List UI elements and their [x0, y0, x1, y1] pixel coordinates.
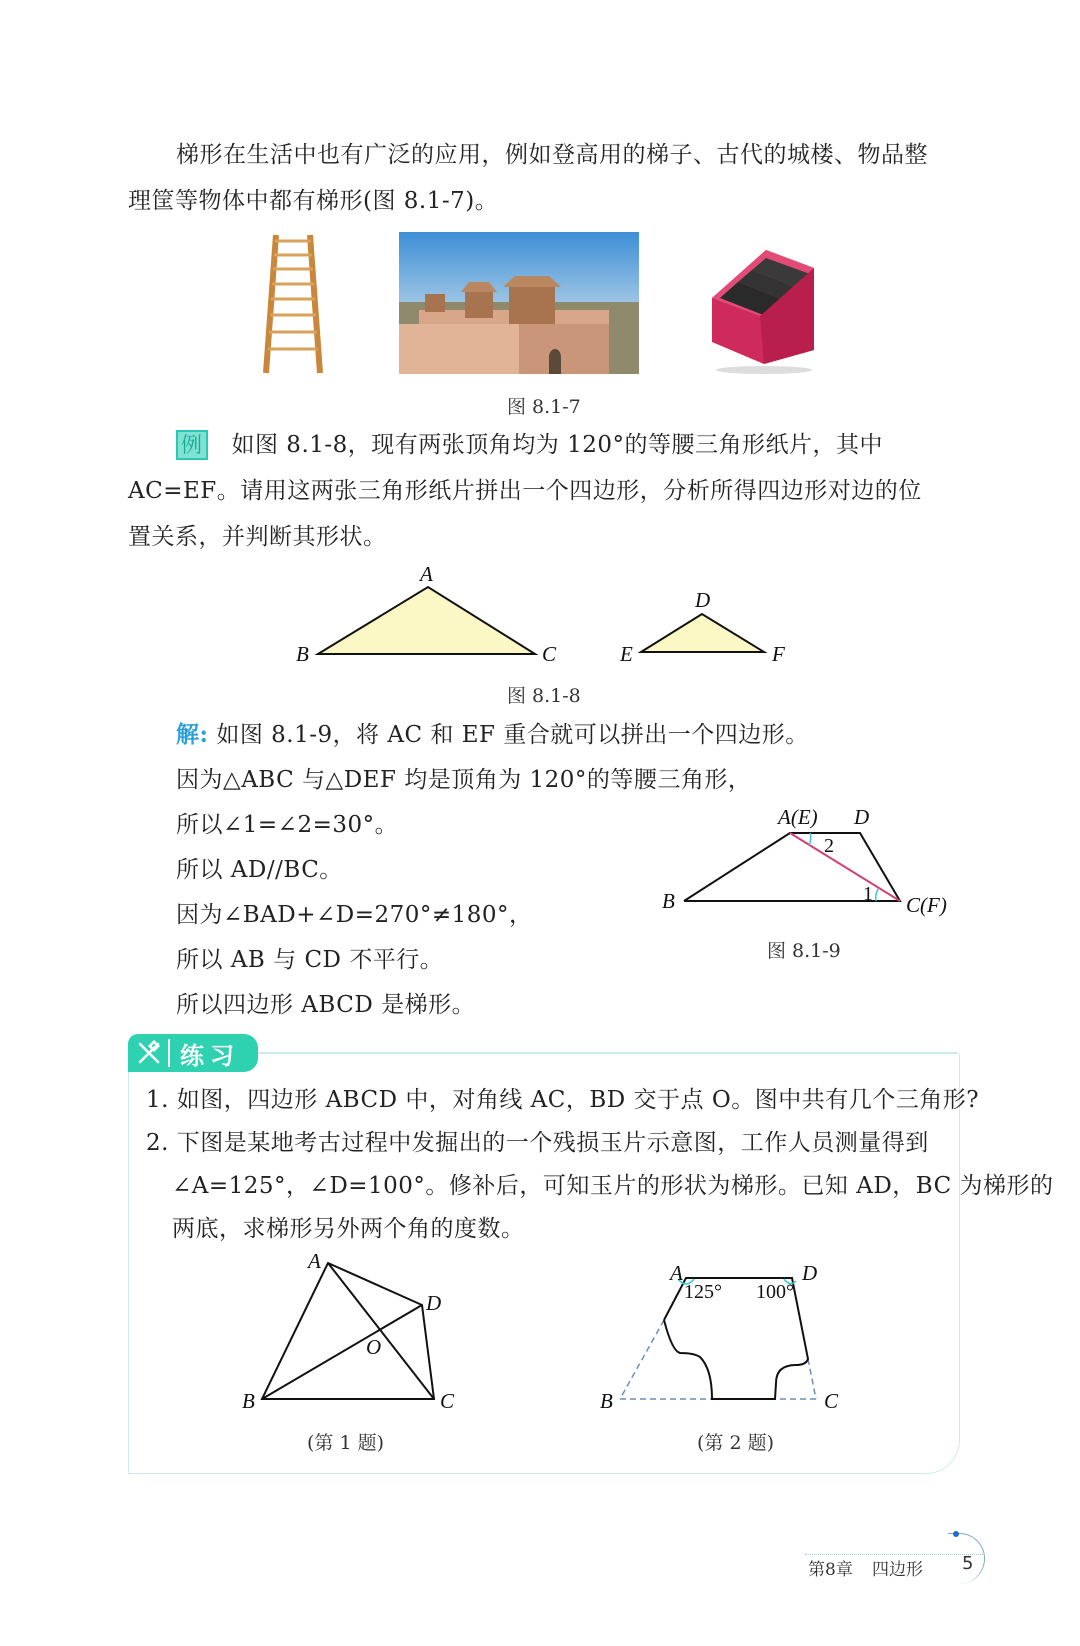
- label-C: C: [440, 1389, 455, 1413]
- question-2-diagram: [600, 1261, 850, 1415]
- organizer-box-image: [708, 246, 818, 374]
- practice-question-2-line-3: 两底，求梯形另外两个角的度数。: [172, 1216, 525, 1242]
- label-B: B: [662, 889, 675, 913]
- solution-text-1: 如图 8.1-9，将 AC 和 EF 重合就可以拼出一个四边形。: [216, 722, 809, 748]
- label-C: C: [542, 642, 557, 666]
- angle-2-label: 2: [824, 835, 834, 857]
- intro-line-1: 梯形在生活中也有广泛的应用，例如登高用的梯子、古代的城楼、物品整: [176, 142, 928, 168]
- example-text-1: 如图 8.1-8，现有两张顶角均为 120°的等腰三角形纸片，其中: [231, 432, 884, 458]
- solution-line-3: 所以∠1=∠2=30°。: [176, 812, 399, 838]
- example-line-2: AC=EF。请用这两张三角形纸片拼出一个四边形，分析所得四边形对边的位: [128, 478, 922, 504]
- solution-label: 解:: [176, 721, 209, 748]
- page-number: 5: [962, 1553, 974, 1574]
- label-A: A: [420, 562, 433, 586]
- practice-header: [128, 1034, 258, 1072]
- label-A: A: [670, 1261, 683, 1285]
- footer-chapter: 第8章: [808, 1560, 853, 1580]
- label-B: B: [242, 1389, 255, 1413]
- intro-line-2: 理筐等物体中都有梯形(图 8.1-7)。: [128, 188, 499, 214]
- solution-line-4: 所以 AD//BC。: [176, 857, 343, 883]
- label-C: C: [824, 1389, 839, 1413]
- label-D: D: [695, 588, 711, 612]
- practice-question-2-line-2: ∠A=125°，∠D=100°。修补后，可知玉片的形状为梯形。已知 AD，BC 为梯形的: [172, 1173, 1054, 1199]
- practice-question-1: 1. 如图，四边形 ABCD 中，对角线 AC，BD 交于点 O。图中共有几个三角形?: [146, 1087, 980, 1113]
- figure-8-1-9-diagram: [660, 805, 970, 915]
- label-A: A: [308, 1249, 321, 1273]
- label-D: D: [854, 805, 870, 829]
- example-line-3: 置关系，并判断其形状。: [128, 524, 387, 550]
- figure-8-1-8-caption: 图 8.1-8: [507, 685, 581, 707]
- angle-A-value: 125°: [684, 1281, 722, 1303]
- question-1-diagram: [236, 1249, 466, 1415]
- question-1-caption: (第 1 题): [307, 1432, 384, 1454]
- pencil-ruler-icon: [136, 1040, 162, 1066]
- solution-line-5: 因为∠BAD+∠D=270°≠180°，: [176, 902, 533, 928]
- label-B: B: [600, 1389, 613, 1413]
- label-O: O: [366, 1335, 382, 1359]
- footer-chapter-title: 四边形: [872, 1560, 923, 1580]
- solution-line-2: 因为△ABC 与△DEF 均是顶角为 120°的等腰三角形，: [176, 767, 752, 793]
- question-2-caption: (第 2 题): [697, 1432, 774, 1454]
- angle-1-label: 1: [863, 883, 873, 905]
- label-B: B: [296, 642, 309, 666]
- label-D: D: [802, 1261, 818, 1285]
- label-E: E: [620, 642, 633, 666]
- example-badge: 例: [176, 430, 208, 460]
- solution-line-1: [176, 712, 809, 758]
- footer-dot: [953, 1531, 959, 1537]
- practice-title: 练习: [180, 1041, 240, 1070]
- figure-8-1-9-caption: 图 8.1-9: [767, 940, 841, 962]
- solution-line-7: 所以四边形 ABCD 是梯形。: [176, 992, 476, 1018]
- label-AE: A(E): [778, 805, 818, 829]
- example-line-1: [176, 422, 883, 468]
- ladder-image: [262, 233, 324, 375]
- label-F: F: [772, 642, 785, 666]
- label-CF: C(F): [906, 893, 947, 917]
- figure-8-1-8-diagram: [290, 562, 790, 672]
- solution-line-6: 所以 AB 与 CD 不平行。: [176, 947, 444, 973]
- angle-D-value: 100°: [756, 1281, 794, 1303]
- label-D: D: [426, 1291, 442, 1315]
- header-separator: [168, 1039, 170, 1067]
- figure-8-1-7-caption: 图 8.1-7: [507, 396, 581, 418]
- practice-question-2-line-1: 2. 下图是某地考古过程中发掘出的一个残损玉片示意图，工作人员测量得到: [146, 1130, 929, 1156]
- city-tower-image: [399, 232, 639, 374]
